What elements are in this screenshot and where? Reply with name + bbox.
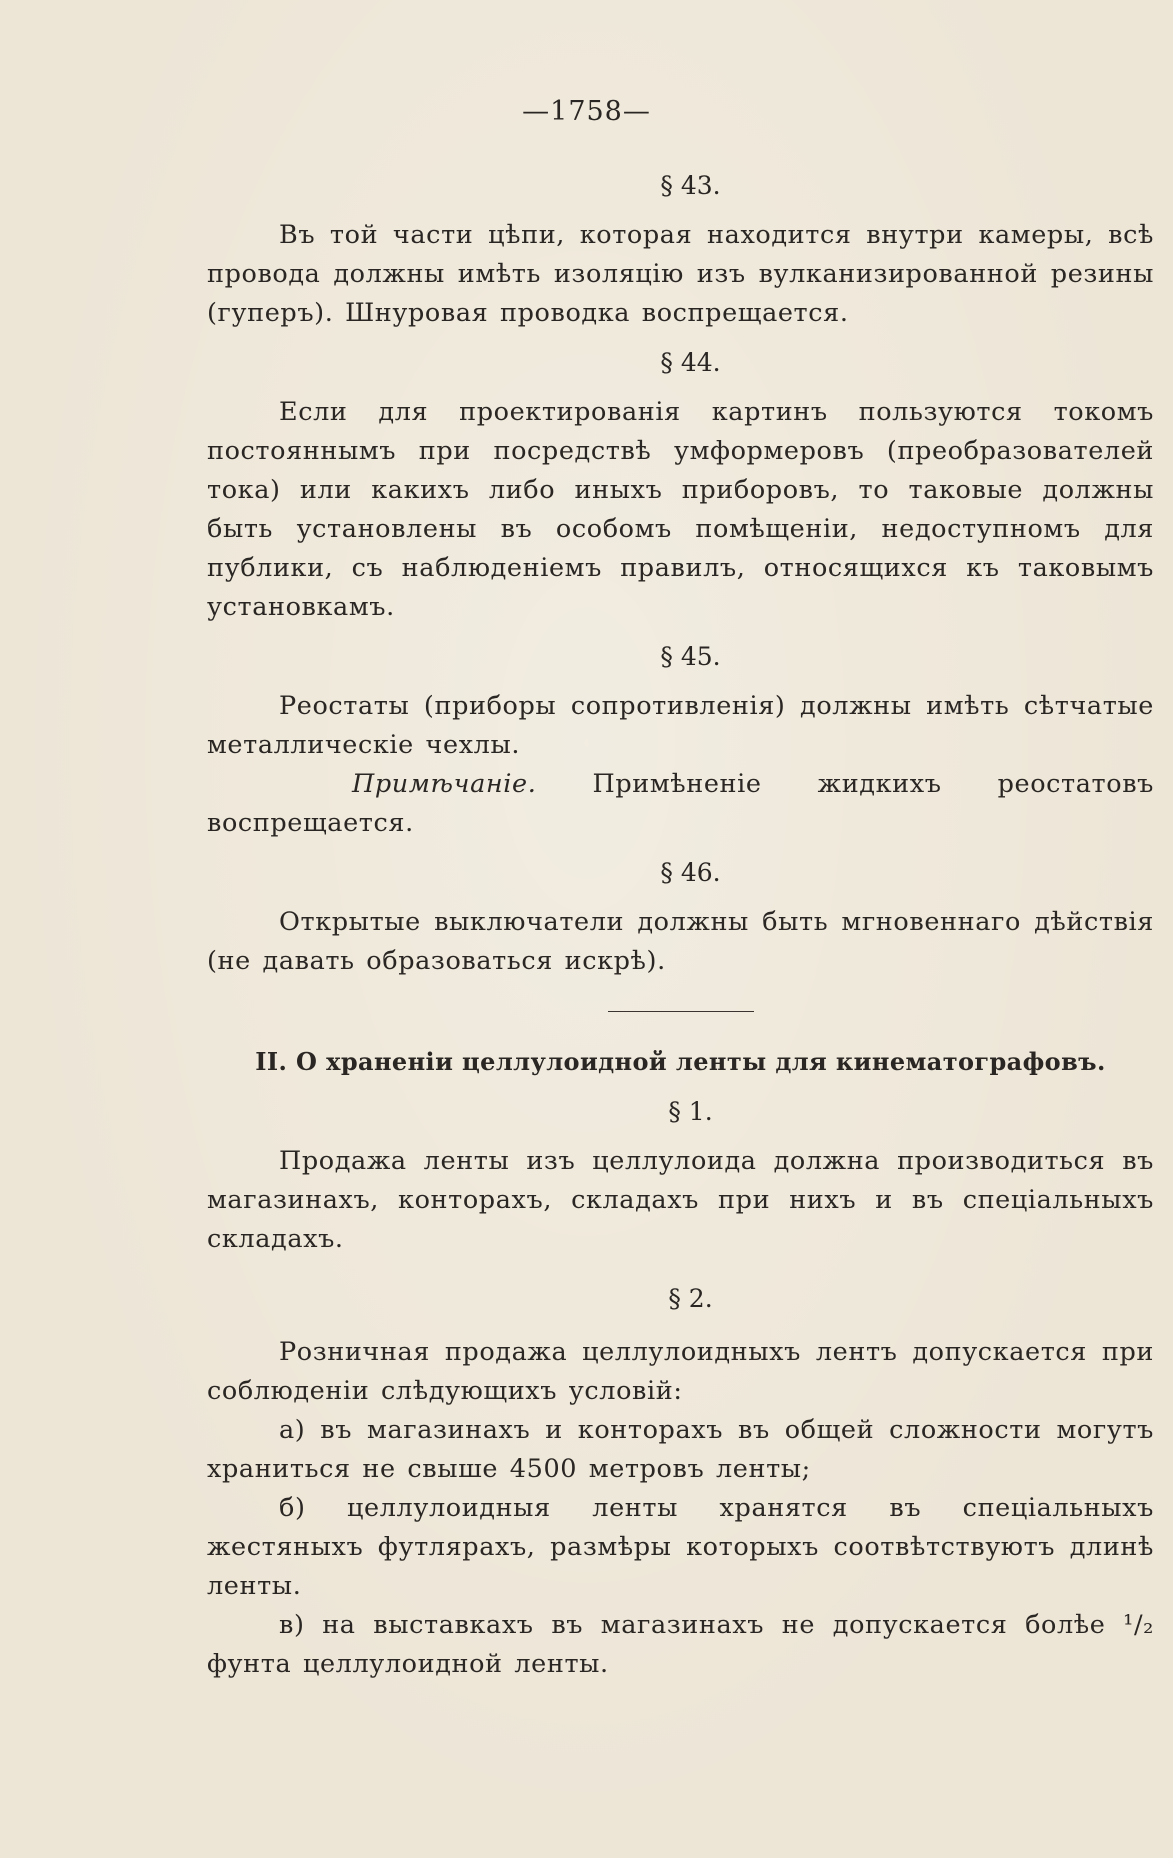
page-number: —1758— xyxy=(522,96,651,127)
section-1-text: Продажа ленты изъ целлулоида должна производиться въ магазинахъ, конторахъ, складахъ при нихъ и въ спеціальныхъ складахъ. xyxy=(207,1146,1154,1254)
note-text: Примѣненіе жидкихъ реостатовъ воспрещается. xyxy=(207,769,1154,838)
section-2-item-c: в) на выставкахъ въ магазинахъ не допускается болѣе ¹/₂ фунта целлулоидной ленты. xyxy=(207,1610,1154,1679)
section-45-mark: § 45. xyxy=(660,642,721,671)
section-45-note xyxy=(207,765,1154,843)
section-2-mark: § 2. xyxy=(668,1284,713,1313)
section-divider xyxy=(608,1011,754,1012)
section-2-item-a: а) въ магазинахъ и конторахъ въ общей сложности могутъ храниться не свыше 4500 метровъ ленты; xyxy=(207,1415,1154,1484)
section-43-mark: § 43. xyxy=(660,171,721,200)
section-43-text: Въ той части цѣпи, которая находится внутри камеры, всѣ провода должны имѣть изоляцію изъ вулканизированной резины (гуперъ). Шнуровая проводка воспрещается. xyxy=(207,220,1154,328)
page-body xyxy=(207,166,1154,1684)
note-label: Примѣчаніе. xyxy=(352,769,537,799)
section-46-mark: § 46. xyxy=(660,858,721,887)
section-46-text: Открытые выключатели должны быть мгновеннаго дѣйствія (не давать образоваться искрѣ). xyxy=(207,907,1154,976)
section-45-text: Реостаты (приборы сопротивленія) должны имѣть сѣтчатые металлическіе чехлы. xyxy=(207,691,1154,760)
section-44-mark: § 44. xyxy=(660,348,721,377)
section-2-text: Розничная продажа целлулоидныхъ лентъ допускается при соблюденіи слѣдующихъ условій: xyxy=(207,1337,1154,1406)
section-2-item-b: б) целлулоидныя ленты хранятся въ спеціальныхъ жестяныхъ футлярахъ, размѣры которыхъ соотвѣтствуютъ длинѣ ленты. xyxy=(207,1493,1154,1601)
part-2-heading: II. О храненіи целлулоидной ленты для кинематографовъ. xyxy=(255,1047,1106,1076)
section-44-text: Если для проектированія картинъ пользуются токомъ постояннымъ при посредствѣ умформеровъ (преобразователей тока) или какихъ либо иныхъ приборовъ, то таковые должны быть установлены въ особомъ помѣщеніи, недоступномъ для публики, съ наблюденіемъ правилъ, относящихся къ таковымъ установкамъ. xyxy=(207,397,1154,622)
section-1-mark: § 1. xyxy=(668,1097,713,1126)
